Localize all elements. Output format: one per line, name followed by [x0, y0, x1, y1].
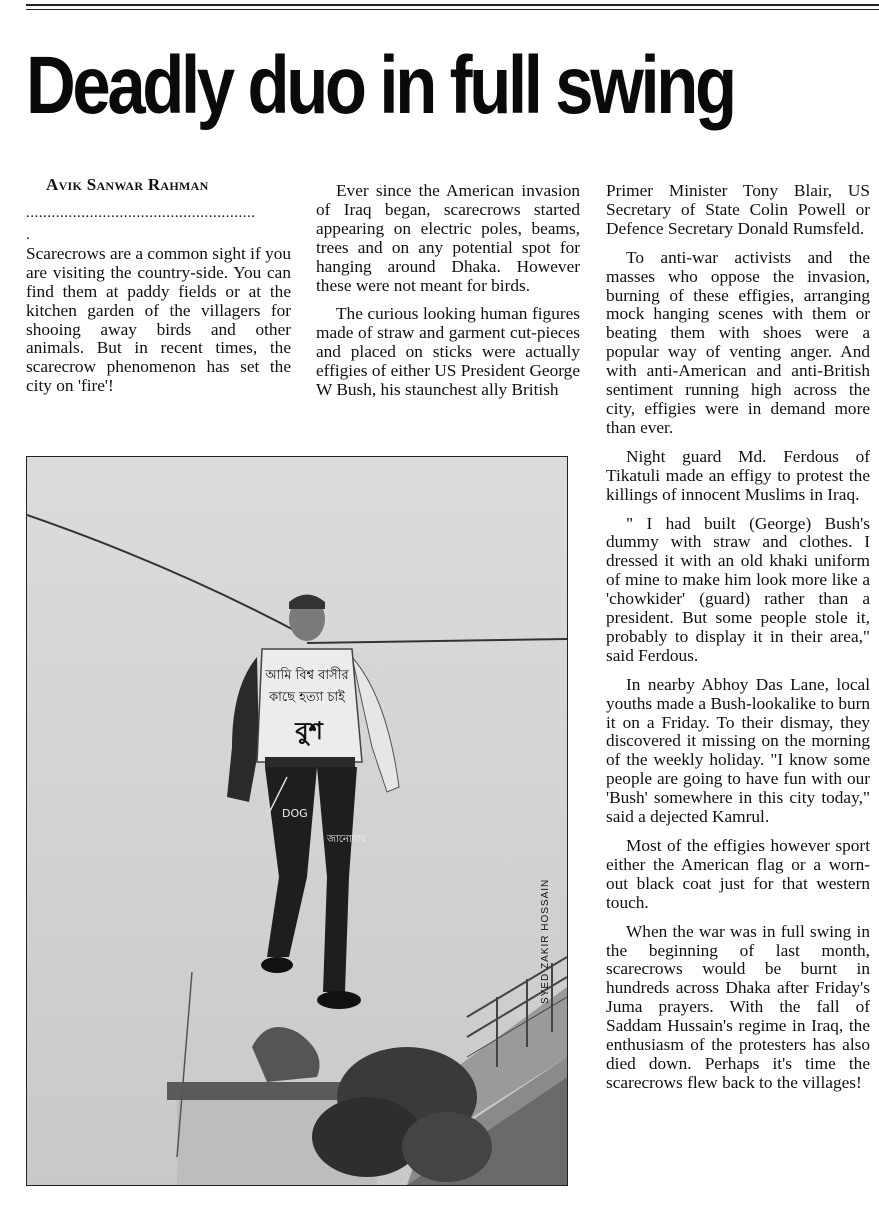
top-rule-thin — [26, 9, 879, 10]
effigy-shirt-text: আমি বিশ্ব বাসীর — [265, 668, 349, 683]
paragraph-continued: Primer Minister Tony Blair, US Secretary of State Colin Powell or Defence Secretary Donald Rumsfeld. — [606, 181, 870, 238]
paragraph: Scarecrows are a common sight if you are visiting the country-side. You can find them at paddy fields or at the kitchen garden of the villagers for shooing away birds and other animals. But in recent times, the scarecrow phenomenon has set the city on 'fire'! — [26, 243, 291, 396]
paragraph: Most of the effigies however sport either the American flag or a worn-out black coat just for that western touch. — [606, 836, 870, 912]
effigy-shirt — [257, 649, 362, 762]
effigy-shirt-name: বুশ — [295, 717, 323, 745]
effigy-pants-text: জানোয়ার — [327, 834, 367, 845]
column-2 — [316, 182, 580, 410]
headline: Deadly duo in full swing — [26, 40, 734, 131]
paragraph: When the war was in full swing in the beginning of last month, scarecrows would be burnt in hundreds across Dhaka after Friday's Juma prayers. With the fall of Saddam Hussain's regime in Iraq, the enthusiasm of the protesters has also died down. Perhaps it's time the scarecrows flew back to the villages! — [606, 921, 870, 1092]
photo-credit: SYED ZAKIR HOSSAIN — [540, 878, 551, 1004]
paragraph: " I had built (George) Bush's dummy with straw and clothes. I dressed it with an old khaki uniform of mine to make him look more like a 'chowkider' (guard) rather than a president. But some people stole it, probably to display it in their area," said Ferdous. — [606, 513, 870, 665]
paragraph: Night guard Md. Ferdous of Tikatuli made an effigy to protest the killings of innocent Muslims in Iraq. — [606, 446, 870, 504]
byline-divider: ...................................................... — [26, 204, 256, 221]
column-3 — [606, 182, 870, 1103]
paragraph: The curious looking human figures made of straw and garment cut-pieces and placed on sticks were actually effigies of either US President George W Bush, his staunchest ally British — [316, 304, 580, 400]
paragraph: To anti-war activists and the masses who oppose the invasion, burning of these effigies, arranging mock hanging scenes with them or beating them with shoes were a popular way of venting anger. And with anti-American and anti-British sentiment running high across the city, effigies were in demand more than ever. — [606, 247, 870, 437]
effigy-pants-text: DOG — [282, 807, 308, 820]
effigy-photo — [26, 456, 568, 1186]
column-1 — [26, 176, 291, 406]
paragraph: In nearby Abhoy Das Lane, local youths made a Bush-lookalike to burn it on a Friday. To their dismay, they discovered it missing on the morning of the weekly holiday. "I know some people are going to have fun with our 'Bush' somewhere in this city today," said a dejected Kamrul. — [606, 674, 870, 827]
byline: Avik Sanwar Rahman — [46, 175, 209, 194]
byline-divider-end: . — [26, 226, 31, 243]
effigy-shirt-text: কাছে হত্যা চাই — [269, 690, 345, 705]
effigy-illustration — [27, 457, 567, 1185]
top-rule — [26, 4, 879, 6]
paragraph: Ever since the American invasion of Iraq began, scarecrows started appearing on electric poles, beams, trees and on any potential spot for hanging around Dhaka. However these were not meant for birds. — [316, 181, 580, 295]
